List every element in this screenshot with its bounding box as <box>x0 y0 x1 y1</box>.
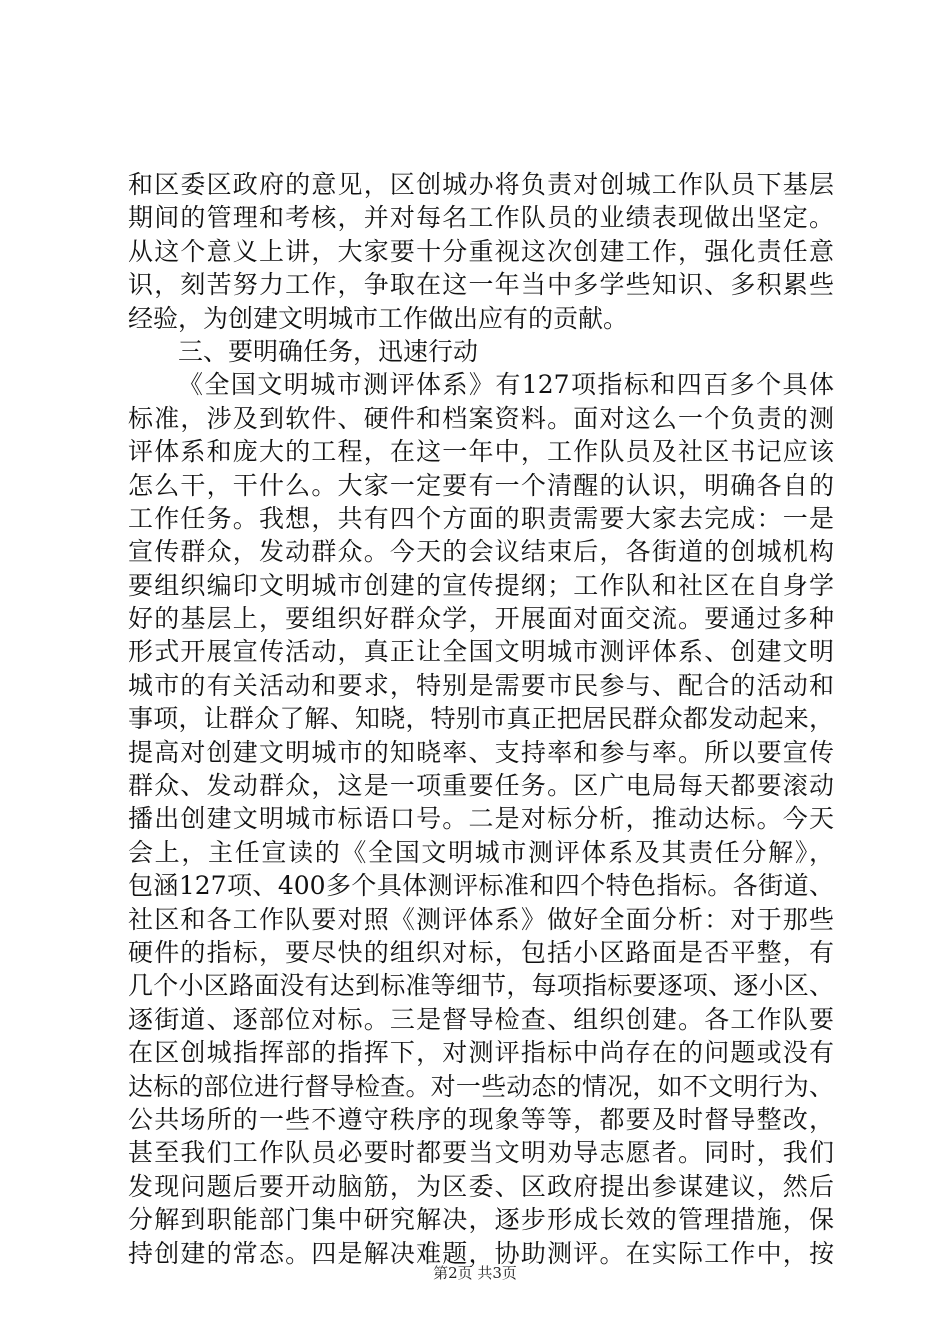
text-line: 工作任务。我想，共有四个方面的职责需要大家去完成：一是 <box>128 503 834 533</box>
text-line: 会上，主任宣读的《全国文明城市测评体系及其责任分解》， <box>128 837 834 867</box>
text-line: 在区创城指挥部的指挥下，对测评指标中尚存在的问题或没有 <box>128 1038 834 1068</box>
text-line: 群众、发动群众，这是一项重要任务。区广电局每天都要滚动 <box>128 771 834 801</box>
text-line: 经验，为创建文明城市工作做出应有的贡献。 <box>128 303 629 333</box>
text-line: 形式开展宣传活动，真正让全国文明城市测评体系、创建文明 <box>128 637 834 667</box>
text-line: 识，刻苦努力工作，争取在这一年当中多学些知识、多积累些 <box>128 270 834 300</box>
text-line: 甚至我们工作队员必要时都要当文明劝导志愿者。同时，我们 <box>128 1138 834 1168</box>
text-line: 《全国文明城市测评体系》有127项指标和四百多个具体 <box>178 370 834 400</box>
text-line: 和区委区政府的意见，区创城办将负责对创城工作队员下基层 <box>128 170 834 199</box>
text-line: 社区和各工作队要对照《测评体系》做好全面分析：对于那些 <box>128 904 834 934</box>
text-line: 播出创建文明城市标语口号。二是对标分析，推动达标。今天 <box>128 804 834 834</box>
text-line: 达标的部位进行督导检查。对一些动态的情况，如不文明行为、 <box>128 1071 834 1101</box>
text-line: 要组织编印文明城市创建的宣传提纲；工作队和社区在自身学 <box>128 570 834 600</box>
text-line: 从这个意义上讲，大家要十分重视这次创建工作，强化责任意 <box>128 236 834 266</box>
text-line: 期间的管理和考核，并对每名工作队员的业绩表现做出坚定。 <box>128 203 834 233</box>
text-line: 持创建的常态。四是解决难题，协助测评。在实际工作中，按 <box>128 1238 834 1268</box>
text-line: 城市的有关活动和要求，特别是需要市民参与、配合的活动和 <box>128 670 834 700</box>
text-line: 逐街道、逐部位对标。三是督导检查、组织创建。各工作队要 <box>128 1004 834 1034</box>
text-line: 包涵127项、400多个具体测评标准和四个特色指标。各街道、 <box>128 871 834 901</box>
text-line: 标准，涉及到软件、硬件和档案资料。面对这么一个负责的测 <box>128 403 834 433</box>
text-line: 宣传群众，发动群众。今天的会议结束后，各街道的创城机构 <box>128 537 834 567</box>
text-line: 公共场所的一些不遵守秩序的现象等等，都要及时督导整改， <box>128 1104 834 1134</box>
text-line: 好的基层上，要组织好群众学，开展面对面交流。要通过多种 <box>128 604 834 634</box>
text-line: 硬件的指标，要尽快的组织对标，包括小区路面是否平整，有 <box>128 937 834 967</box>
document-body <box>128 168 834 1270</box>
text-line: 怎么干，干什么。大家一定要有一个清醒的认识，明确各自的 <box>128 470 834 500</box>
text-line: 几个小区路面没有达到标准等细节，每项指标要逐项、逐小区、 <box>128 971 834 1001</box>
text-line: 评体系和庞大的工程，在这一年中，工作队员及社区书记应该 <box>128 437 834 467</box>
text-line: 分解到职能部门集中研究解决，逐步形成长效的管理措施，保 <box>128 1205 834 1235</box>
page-number: 第2页 共3页 <box>433 1264 517 1282</box>
text-line: 事项，让群众了解、知晓，特别市真正把居民群众都发动起来， <box>128 704 834 734</box>
text-line: 提高对创建文明城市的知晓率、支持率和参与率。所以要宣传 <box>128 737 834 767</box>
section-heading: 三、要明确任务，迅速行动 <box>178 336 479 366</box>
text-line: 发现问题后要开动脑筋，为区委、区政府提出参谋建议，然后 <box>128 1171 834 1201</box>
